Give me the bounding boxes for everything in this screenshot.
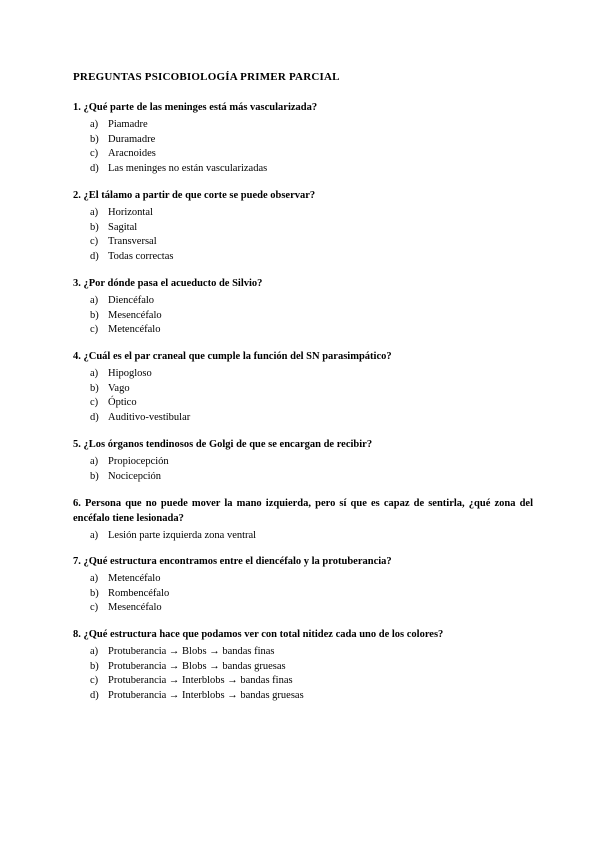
- option-text: Mesencéfalo: [108, 602, 162, 614]
- option-text: Nocicepción: [108, 470, 162, 482]
- option-text: Las meninges no están vascularizadas: [108, 163, 268, 175]
- option-text: Óptico: [108, 397, 137, 409]
- option-letter: b): [90, 309, 99, 321]
- option-letter: a): [90, 207, 99, 218]
- option-text: Protuberancia → Interblobs → bandas gruesas: [108, 690, 304, 702]
- option-item: [73, 601, 533, 616]
- option-text: Aracnoides: [108, 148, 156, 160]
- options-list: [73, 572, 533, 616]
- question-text: 6. Persona que no puede mover la mano izquierda, pero sí que es capaz de sentirla, ¿qué zona del encéfalo tiene lesionada?: [73, 498, 533, 524]
- option-item: [73, 674, 533, 689]
- option-item: [73, 689, 533, 704]
- option-letter: c): [90, 602, 99, 614]
- option-text: Auditivo-vestibular: [108, 412, 191, 424]
- question-5: [73, 437, 533, 484]
- option-text: Propiocepción: [108, 456, 169, 467]
- option-letter: a): [90, 368, 99, 379]
- option-letter: b): [90, 470, 99, 482]
- option-letter: a): [90, 456, 99, 467]
- question-7: [73, 554, 533, 616]
- option-letter: a): [90, 119, 99, 130]
- question-text: 5. ¿Los órganos tendinosos de Golgi de que se encargan de recibir?: [73, 439, 373, 450]
- options-list: [73, 645, 533, 704]
- option-letter: b): [90, 133, 99, 145]
- option-item: [73, 396, 533, 411]
- option-item: [73, 206, 533, 221]
- option-letter: a): [90, 573, 99, 584]
- option-item: [73, 587, 533, 602]
- option-letter: a): [90, 530, 99, 541]
- option-item: [73, 133, 533, 148]
- question-text: 2. ¿El tálamo a partir de que corte se puede observar?: [73, 190, 316, 201]
- option-text: Diencéfalo: [108, 295, 155, 306]
- question-text: 1. ¿Qué parte de las meninges está más vascularizada?: [73, 102, 318, 113]
- question-4: [73, 349, 533, 426]
- option-letter: a): [90, 295, 99, 306]
- question-8: [73, 627, 533, 704]
- option-text: Hipogloso: [108, 368, 152, 379]
- option-text: Vago: [108, 382, 130, 394]
- question-3: [73, 276, 533, 338]
- option-text: Sagital: [108, 221, 138, 233]
- option-text: Transversal: [108, 236, 157, 248]
- option-text: Lesión parte izquierda zona ventral: [108, 530, 257, 541]
- option-item: [73, 147, 533, 162]
- option-item: [73, 162, 533, 177]
- option-item: [73, 645, 533, 660]
- question-6: [73, 496, 533, 544]
- option-item: [73, 470, 533, 485]
- option-letter: b): [90, 587, 99, 599]
- options-list: [73, 529, 533, 544]
- option-item: [73, 411, 533, 426]
- option-item: [73, 323, 533, 338]
- option-letter: c): [90, 397, 99, 409]
- option-item: [73, 455, 533, 470]
- option-letter: c): [90, 148, 99, 160]
- options-list: [73, 294, 533, 338]
- options-list: [73, 367, 533, 426]
- option-text: Rombencéfalo: [108, 587, 170, 599]
- option-item: [73, 660, 533, 675]
- option-text: Piamadre: [108, 119, 148, 130]
- option-text: Mesencéfalo: [108, 309, 162, 321]
- question-text: 7. ¿Qué estructura encontramos entre el diencéfalo y la protuberancia?: [73, 556, 392, 567]
- options-list: [73, 206, 533, 265]
- option-text: Metencéfalo: [108, 573, 161, 584]
- question-text: 8. ¿Qué estructura hace que podamos ver con total nitidez cada uno de los colores?: [73, 629, 444, 640]
- option-letter: c): [90, 236, 99, 248]
- option-letter: d): [90, 412, 99, 424]
- option-item: [73, 572, 533, 587]
- question-1: [73, 100, 533, 177]
- option-letter: b): [90, 660, 99, 672]
- question-text: 4. ¿Cuál es el par craneal que cumple la función del SN parasimpático?: [73, 351, 392, 362]
- option-letter: b): [90, 221, 99, 233]
- option-item: [73, 118, 533, 133]
- option-letter: d): [90, 251, 99, 263]
- option-text: Metencéfalo: [108, 324, 161, 336]
- question-text: 3. ¿Por dónde pasa el acueducto de Silvio?: [73, 278, 263, 289]
- option-text: Duramadre: [108, 133, 156, 145]
- option-letter: b): [90, 382, 99, 394]
- option-text: Protuberancia → Blobs → bandas gruesas: [108, 660, 286, 672]
- option-letter: c): [90, 324, 99, 336]
- option-letter: d): [90, 690, 99, 702]
- option-item: [73, 529, 533, 544]
- option-item: [73, 235, 533, 250]
- option-letter: d): [90, 163, 99, 175]
- option-item: [73, 309, 533, 324]
- options-list: [73, 455, 533, 484]
- option-item: [73, 294, 533, 309]
- option-letter: c): [90, 675, 99, 687]
- option-item: [73, 367, 533, 382]
- option-item: [73, 221, 533, 236]
- option-text: Todas correctas: [108, 251, 174, 263]
- options-list: [73, 118, 533, 177]
- option-text: Protuberancia → Blobs → bandas finas: [108, 646, 275, 657]
- option-text: Protuberancia → Interblobs → bandas finas: [108, 675, 293, 687]
- option-item: [73, 250, 533, 265]
- option-letter: a): [90, 646, 99, 657]
- option-text: Horizontal: [108, 207, 153, 218]
- option-item: [73, 382, 533, 397]
- document-title: PREGUNTAS PSICOBIOLOGÍA PRIMER PARCIAL: [73, 71, 340, 83]
- question-2: [73, 188, 533, 265]
